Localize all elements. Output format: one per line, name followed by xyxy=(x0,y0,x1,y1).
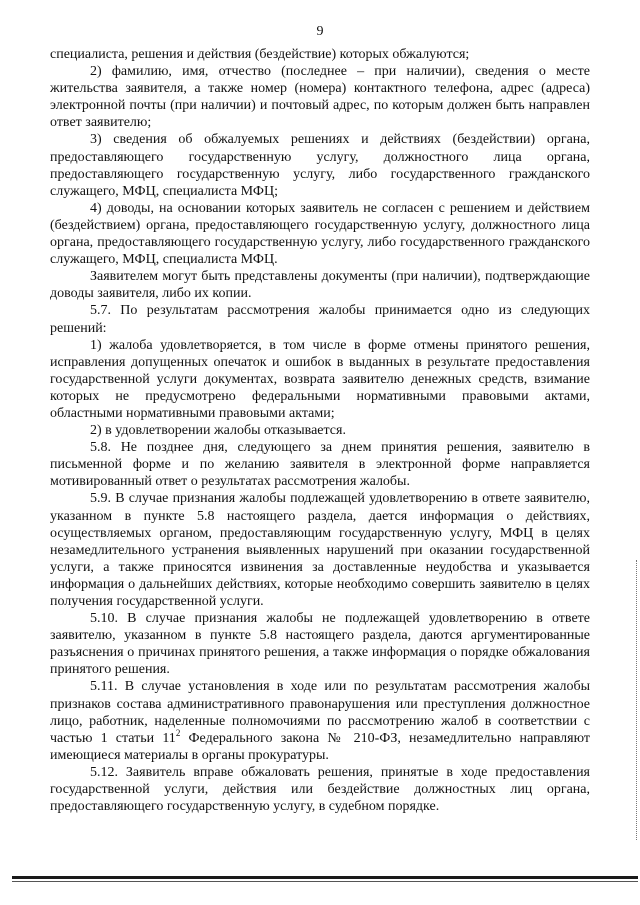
paragraph-item-3: 3) сведения об обжалуемых решениях и действиях (бездействии) органа, предоставляющего государственную услугу, должностного лица органа, предоставляющего государственную услугу, либо государственного гражданского служащего, МФЦ, специалиста МФЦ; xyxy=(50,132,590,199)
article-superscript: 2 xyxy=(175,727,181,738)
paragraph-item-2: 2) фамилию, имя, отчество (последнее – при наличии), сведения о месте жительства заявителя, а также номер (номера) контактного телефона, адрес (адреса) электронной почты (при наличии) и почтовый адрес, по которым должен быть направлен ответ заявителю; xyxy=(50,64,590,131)
paragraph-5-7-option-1: 1) жалоба удовлетворяется, в том числе в форме отмены принятого решения, исправления допущенных опечаток и ошибок в выданных в результате предоставления государственной услуги документах, возврата заявителю денежных средств, взимание которых не предусмотрено федеральными нормативными правовыми актами, областными нормативными правовыми актами; xyxy=(50,337,590,421)
paragraph-5-11-text-end: Федерального закона № 210-ФЗ, незамедлительно направляют имеющиеся материалы в органы прокуратуры. xyxy=(50,730,591,763)
paragraph-5-7-option-2: 2) в удовлетворении жалобы отказывается. xyxy=(90,423,346,439)
paragraph-5-10: 5.10. В случае признания жалобы не подлежащей удовлетворению в ответе заявителю, указанном в пункте 5.8 настоящего раздела, даются аргументированные разъяснения о причинах принятого решения, а также информация о порядке обжалования принятого решения. xyxy=(50,611,590,678)
bottom-rule xyxy=(12,876,638,879)
paragraph-5-7: 5.7. По результатам рассмотрения жалобы принимается одно из следующих решений: xyxy=(50,303,590,336)
paragraph-5-9: 5.9. В случае признания жалобы подлежащей удовлетворению в ответе заявителю, указанном в пункте 5.8 настоящего раздела, дается информация о действиях, осуществляемых органом, предоставляющим государственную услугу, МФЦ в целях незамедлительного устранения выявленных нарушений при оказании государственной услуги, а также приносятся извинения за доставленные неудобства и указывается информация о дальнейших действиях, которые необходимо совершить заявителю в целях получения государственной услуги. xyxy=(50,491,590,609)
paragraph-5-8: 5.8. Не позднее дня, следующего за днем принятия решения, заявителю в письменной форме и по желанию заявителя в электронной форме направляется мотивированный ответ о результатах рассмотрения жалобы. xyxy=(50,440,590,490)
document-body xyxy=(50,46,590,815)
paragraph-item-4: 4) доводы, на основании которых заявитель не согласен с решением и действием (бездействием) органа, предоставляющего государственную услугу, должностного лица органа, предоставляющего государственную услугу, либо государственного гражданского служащего, МФЦ, специалиста МФЦ. xyxy=(50,200,590,268)
page-number: 9 xyxy=(316,24,324,39)
bottom-rule-thin xyxy=(12,881,638,882)
paragraph-continuation: специалиста, решения и действия (бездействие) которых обжалуются; xyxy=(50,47,470,62)
paragraph-5-11-text: 5.11. В случае установления в ходе или по результатам рассмотрения жалобы признаков состава административного правонарушения или преступления должностное лицо, работник, наделенные полномочиями по рассмотрению жалоб в соответствии с частью 1 статьи 11 xyxy=(50,679,590,746)
scan-edge-mark xyxy=(634,560,637,840)
paragraph-documents-note: Заявителем могут быть представлены документы (при наличии), подтверждающие доводы заявителя, либо их копии. xyxy=(50,269,590,302)
paragraph-5-12: 5.12. Заявитель вправе обжаловать решения, принятые в ходе предоставления государственной услуги, действия или бездействие должностных лиц органа, предоставляющего государственную услугу, в судебном порядке. xyxy=(50,764,590,815)
paragraph-5-11 xyxy=(50,678,590,763)
